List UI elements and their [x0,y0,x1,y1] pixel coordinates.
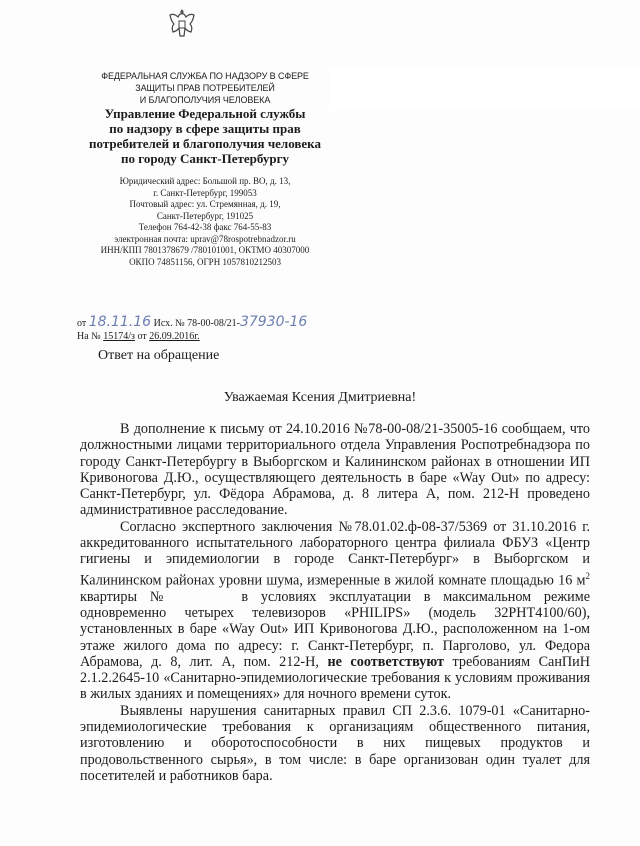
agency-line: ЗАЩИТЫ ПРАВ ПОТРЕБИТЕЛЕЙ [135,83,275,93]
redacted-area [330,67,640,110]
address-line: ОКПО 74851156, ОГРН 1057810212503 [129,256,281,267]
on-date: 26.09.2016г. [149,331,200,342]
handwritten-ref-number: 37930-16 [239,314,308,330]
handwritten-date: 18.11.16 [88,314,152,330]
redacted-apartment [173,591,229,604]
address-line: г. Санкт-Петербург, 199053 [153,187,257,198]
agency-line: И БЛАГОПОЛУЧИЯ ЧЕЛОВЕКА [139,95,271,105]
dept-line: потребителей и благополучия человека [89,136,321,151]
p2-text: Согласно экспертного заключения №78.01.02.ф-08-37/5369 от 31.10.2016 г. аккредитованного испытательного лабораторного центра филиала ФБУЗ «Центр гигиены и эпидемиологии в городе Санкт-Петербург» в Выборгском и Калининском районах уровни шума, измеренные в жилой комнате площадью 16 м [80,518,590,589]
address-line: Юридический адрес: Большой пр. ВО, д. 13, [119,176,291,186]
department-name [60,106,350,166]
p2-text: в условиях эксплуатации в максимальном режиме одновременно четырех телевизоров «PHILIPS» (модель 32PHT4100/60), установленных в баре «Way Out» ИП Кривоногова Д.Ю., расположенном на 1-ом этаже жилого дома по адресу: г. Санкт-Петербург, п. Парголово, ул. Федора Абрамова, д. 8, лит. А, пом. 212-Н, [80,588,590,670]
dept-line: по надзору в сфере защиты прав [109,121,301,136]
dept-line: Управление Федеральной службы [104,106,306,121]
incoming-reference [77,331,200,342]
letter-body [80,421,590,784]
superscript: 2 [585,570,590,581]
agency-name [60,70,350,106]
address-line: Санкт-Петербург, 191025 [156,210,254,221]
address-line: электронная почта: uprav@78rospotrebnadzor.ru [114,233,296,244]
subject-line: Ответ на обращение [98,348,220,363]
address-block [60,176,350,268]
p2-text: требованиям СанПиН 2.1.2.2645-10 «Санитарно-эпидемиологические требования к условиям проживания в жилых зданиях и помещениях» для ночного времени суток. [80,653,591,703]
from-label: от [77,318,87,329]
address-line: ИНН/КПП 7801378679 /780101001, ОКТМО 40307000 [100,245,310,255]
coat-of-arms-icon [166,7,198,43]
agency-line: ФЕДЕРАЛЬНАЯ СЛУЖБА ПО НАДЗОРУ В СФЕРЕ [101,71,309,81]
salutation: Уважаемая Ксения Дмитриевна! [223,390,417,405]
p2-text: квартиры № [80,588,173,605]
outgoing-reference [77,314,307,330]
emphasis: не соответствуют [327,653,444,670]
paragraph-2 [80,519,590,703]
on-date-label: от [137,331,147,342]
dept-line: по городу Санкт-Петербургу [121,151,289,166]
on-label: На № [77,331,101,342]
paragraph-1: В дополнение к письму от 24.10.2016 №78-00-08/21-35005-16 сообщаем, что должностными лицами территориального отдела Управления Роспотребнадзора по городу Санкт-Петербургу в Выборгском и Калининском районах в отношении ИП Кривоногова Д.Ю., осуществляющего деятельность в баре «Way Out» по адресу: Санкт-Петербург, ул. Фёдора Абрамова, д. 8 литера А, пом. 212-Н проведено административное расследование. [80,421,590,519]
paragraph-3: Выявлены нарушения санитарных правил СП 2.3.6. 1079-01 «Санитарно-эпидемиологические требования к организациям общественного питания, изготовлению и оборотоспособности в них пищевых продуктов и продовольственного сырья», в том числе: в баре организован один туалет для посетителей и работников бара. [80,702,590,784]
address-line: Почтовый адрес: ул. Стремянная, д. 19, [129,199,281,209]
ref-label: Исх. № 78-00-08/21- [153,318,240,329]
on-number: 15174/з [103,331,135,342]
address-line: Телефон 764-42-38 факс 764-55-83 [138,222,272,232]
